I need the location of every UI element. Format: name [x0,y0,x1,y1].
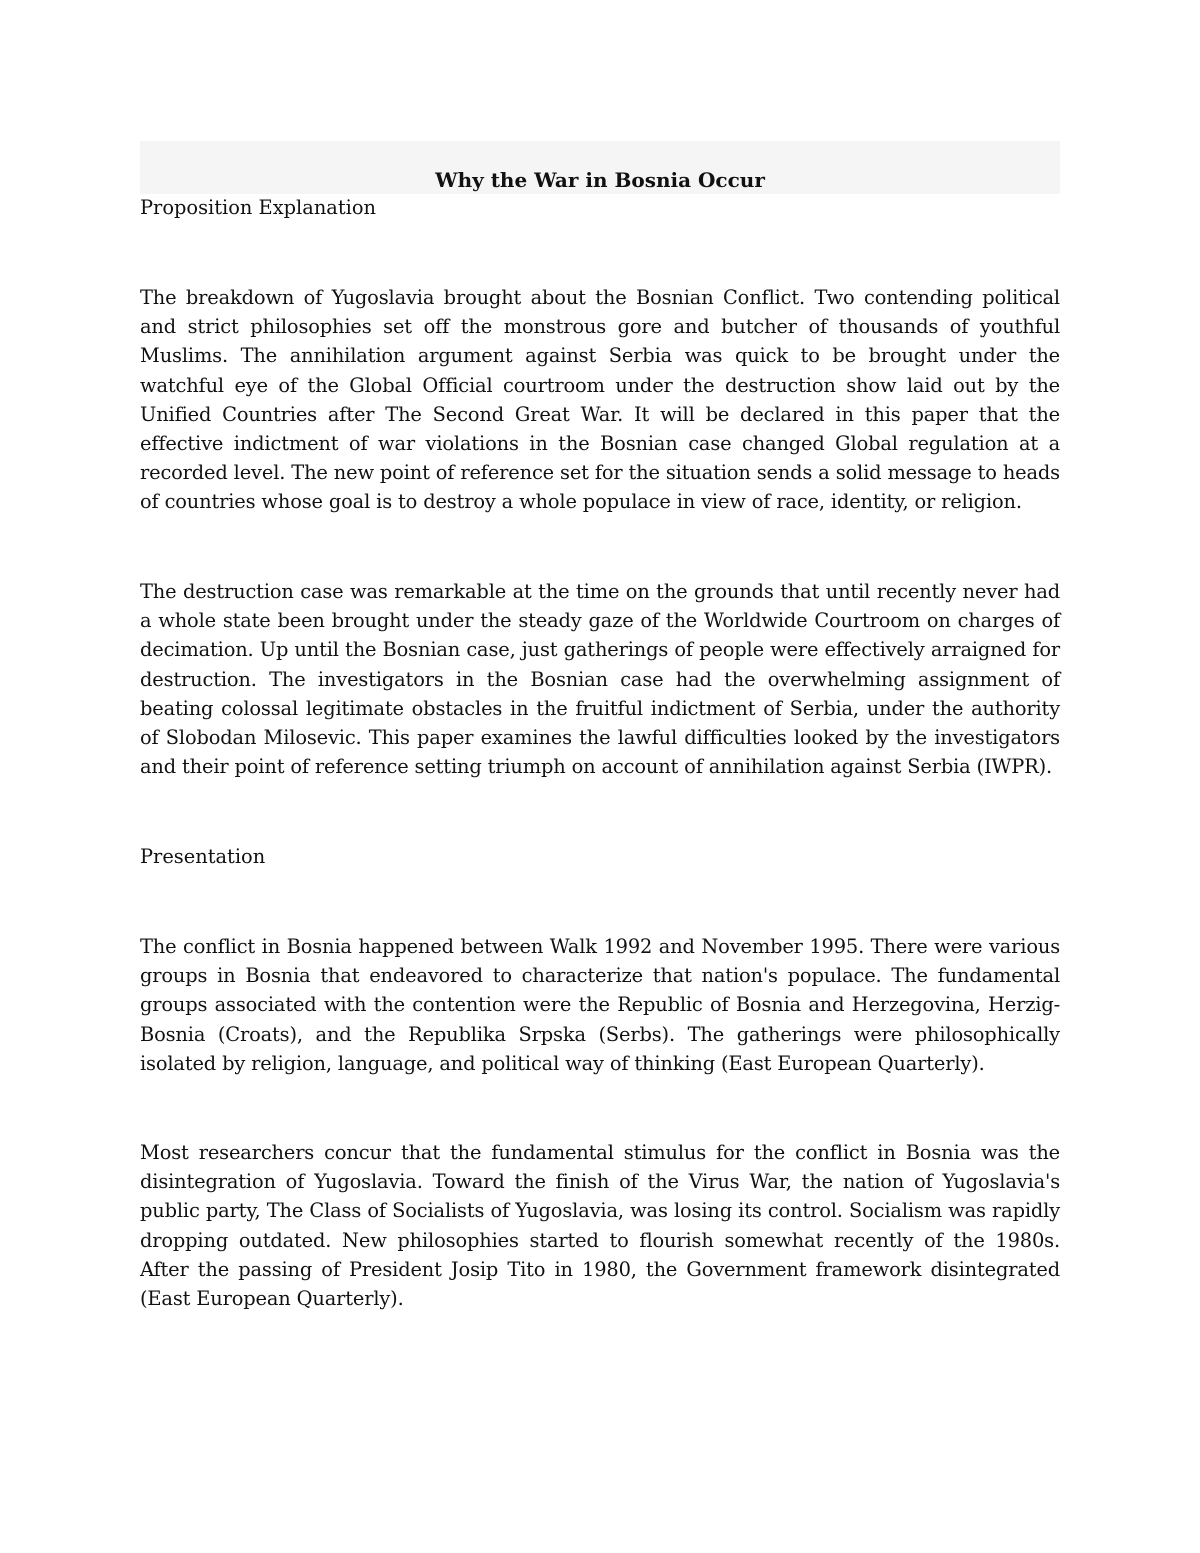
paragraph-3: The conflict in Bosnia happened between Walk 1992 and November 1995. There were various groups in Bosnia that endeavored to characterize that nation's populace. The fundamental groups associated with the contention were the Republic of Bosnia and Herzegovina, Herzig-Bosnia (Croats), and the Republika Srpska (Serbs). The gatherings were philosophically isolated by religion, language, and political way of thinking (East European Quarterly). [140,935,1060,1075]
paragraph-2: The destruction case was remarkable at the time on the grounds that until recently never had a whole state been brought under the steady gaze of the Worldwide Courtroom on charges of decimation. Up until the Bosnian case, just gatherings of people were effectively arraigned for destruction. The investigators in the Bosnian case had the overwhelming assignment of beating colossal legitimate obstacles in the fruitful indictment of Serbia, under the authority of Slobodan Milosevic. This paper examines the lawful difficulties looked by the investigators and their point of reference setting triumph on account of annihilation against Serbia (IWPR). [140,580,1060,779]
section-heading-presentation: Presentation [140,845,266,868]
paragraph-4: Most researchers concur that the fundamental stimulus for the conflict in Bosnia was the disintegration of Yugoslavia. Toward the finish of the Virus War, the nation of Yugoslavia's public party, The Class of Socialists of Yugoslavia, was losing its control. Socialism was rapidly dropping outdated. New philosophies started to flourish somewhat recently of the 1980s. After the passing of President Josip Tito in 1980, the Government framework disintegrated (East European Quarterly). [140,1141,1060,1311]
section-heading-proposition: Proposition Explanation [140,196,377,219]
document-title: Why the War in Bosnia Occur [435,168,765,192]
paragraph-1: The breakdown of Yugoslavia brought about the Bosnian Conflict. Two contending political and strict philosophies set off the monstrous gore and butcher of thousands of youthful Muslims. The annihilation argument against Serbia was quick to be brought under the watchful eye of the Global Official courtroom under the destruction show laid out by the Unified Countries after The Second Great War. It will be declared in this paper that the effective indictment of war violations in the Bosnian case changed Global regulation at a recorded level. The new point of reference set for the situation sends a solid message to heads of countries whose goal is to destroy a whole populace in view of race, identity, or religion. [140,286,1060,514]
